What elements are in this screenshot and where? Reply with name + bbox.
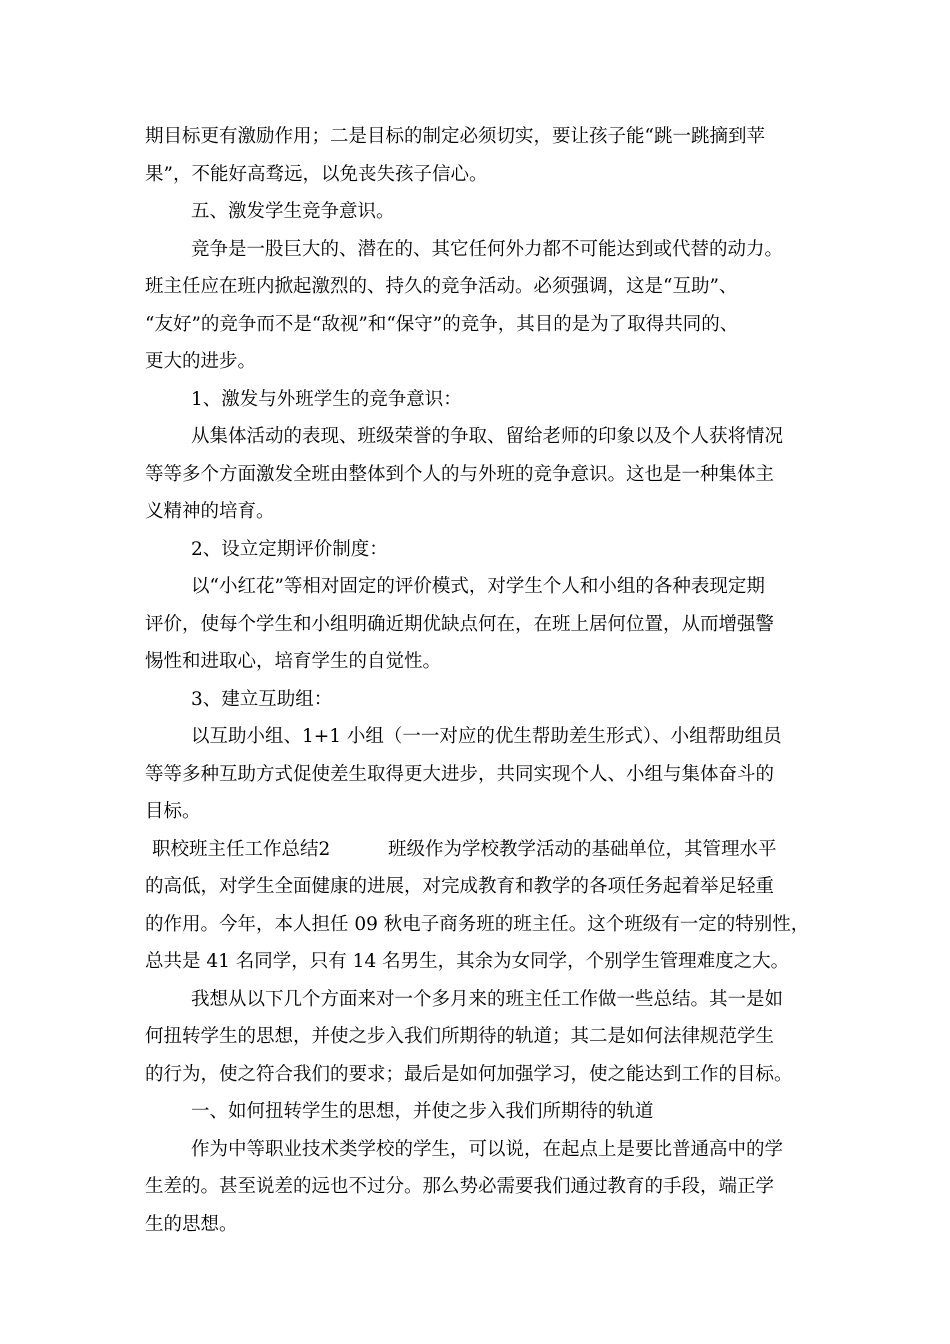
text-line: 的高低，对学生全面健康的进展，对完成教育和教学的各项任务起着举足轻重: [145, 876, 775, 897]
paragraph-first-line: 我想从以下几个方面来对一个多月来的班主任工作做一些总结。其一是如: [191, 989, 784, 1010]
text-line: 惕性和进取心，培育学生的自觉性。: [145, 651, 442, 672]
text-line: 生的思想。: [145, 1214, 238, 1235]
section-heading: 五、激发学生竞争意识。: [191, 201, 395, 222]
text-line: “友好”的竞争而不是“敌视”和“保守”的竞争，其目的是为了取得共同的、: [145, 314, 739, 335]
paragraph-first-line: 从集体活动的表现、班级荣誉的争取、留给老师的印象以及个人获将情况: [191, 426, 784, 447]
text-line: 班主任应在班内掀起激烈的、持久的竞争活动。必须强调，这是“互助”、: [145, 276, 738, 297]
text-line: 果”，不能好高骛远，以免丧失孩子信心。: [145, 164, 488, 185]
subsection-heading: 3、建立互助组：: [191, 689, 333, 710]
text-line: 的行为，使之符合我们的要求；最后是如何加强学习，使之能达到工作的目标。: [145, 1064, 793, 1085]
paragraph-first-line: 以互助小组、1+1 小组（一一对应的优生帮助差生形式）、小组帮助组员: [191, 726, 782, 747]
text-line: 评价，使每个学生和小组明确近期优缺点何在，在班上居何位置，从而增强警: [145, 614, 775, 635]
text-line: 等等多种互助方式促使差生取得更大进步，共同实现个人、小组与集体奋斗的: [145, 764, 775, 785]
subsection-heading: 1、激发与外班学生的竞争意识：: [191, 389, 462, 410]
text-line: 期目标更有激励作用；二是目标的制定必须切实，要让孩子能“跳一跳摘到苹: [145, 126, 765, 147]
text-line: 目标。: [145, 801, 201, 822]
text-line: 的作用。今年，本人担任 09 秋电子商务班的班主任。这个班级有一定的特别性，: [145, 914, 810, 935]
text-line: 等等多个方面激发全班由整体到个人的与外班的竞争意识。这也是一种集体主: [145, 464, 775, 485]
paragraph-first-line: 作为中等职业技术类学校的学生，可以说，在起点上是要比普通高中的学: [191, 1139, 784, 1160]
text-line: 总共是 41 名同学，只有 14 名男生，其余为女同学，个别学生管理难度之大。: [145, 951, 790, 972]
subsection-heading: 2、设立定期评价制度：: [191, 539, 388, 560]
text-line: 何扭转学生的思想，并使之步入我们所期待的轨道；其二是如何法律规范学生: [145, 1026, 775, 1047]
paragraph-first-line: 班级作为学校教学活动的基础单位，其管理水平: [388, 839, 777, 860]
paragraph-first-line: 以“小红花”等相对固定的评价模式，对学生个人和小组的各种表现定期: [191, 576, 765, 597]
text-line: 更大的进步。: [145, 351, 257, 372]
section-heading: 一、如何扭转学生的思想，并使之步入我们所期待的轨道: [191, 1101, 654, 1122]
paragraph-first-line: 竞争是一股巨大的、潜在的、其它任何外力都不可能达到或代替的动力。: [191, 239, 784, 260]
section-title: 职校班主任工作总结2: [152, 839, 331, 860]
text-line: 生差的。甚至说差的远也不过分。那么势必需要我们通过教育的手段，端正学: [145, 1176, 775, 1197]
text-line: 义精神的培育。: [145, 501, 275, 522]
